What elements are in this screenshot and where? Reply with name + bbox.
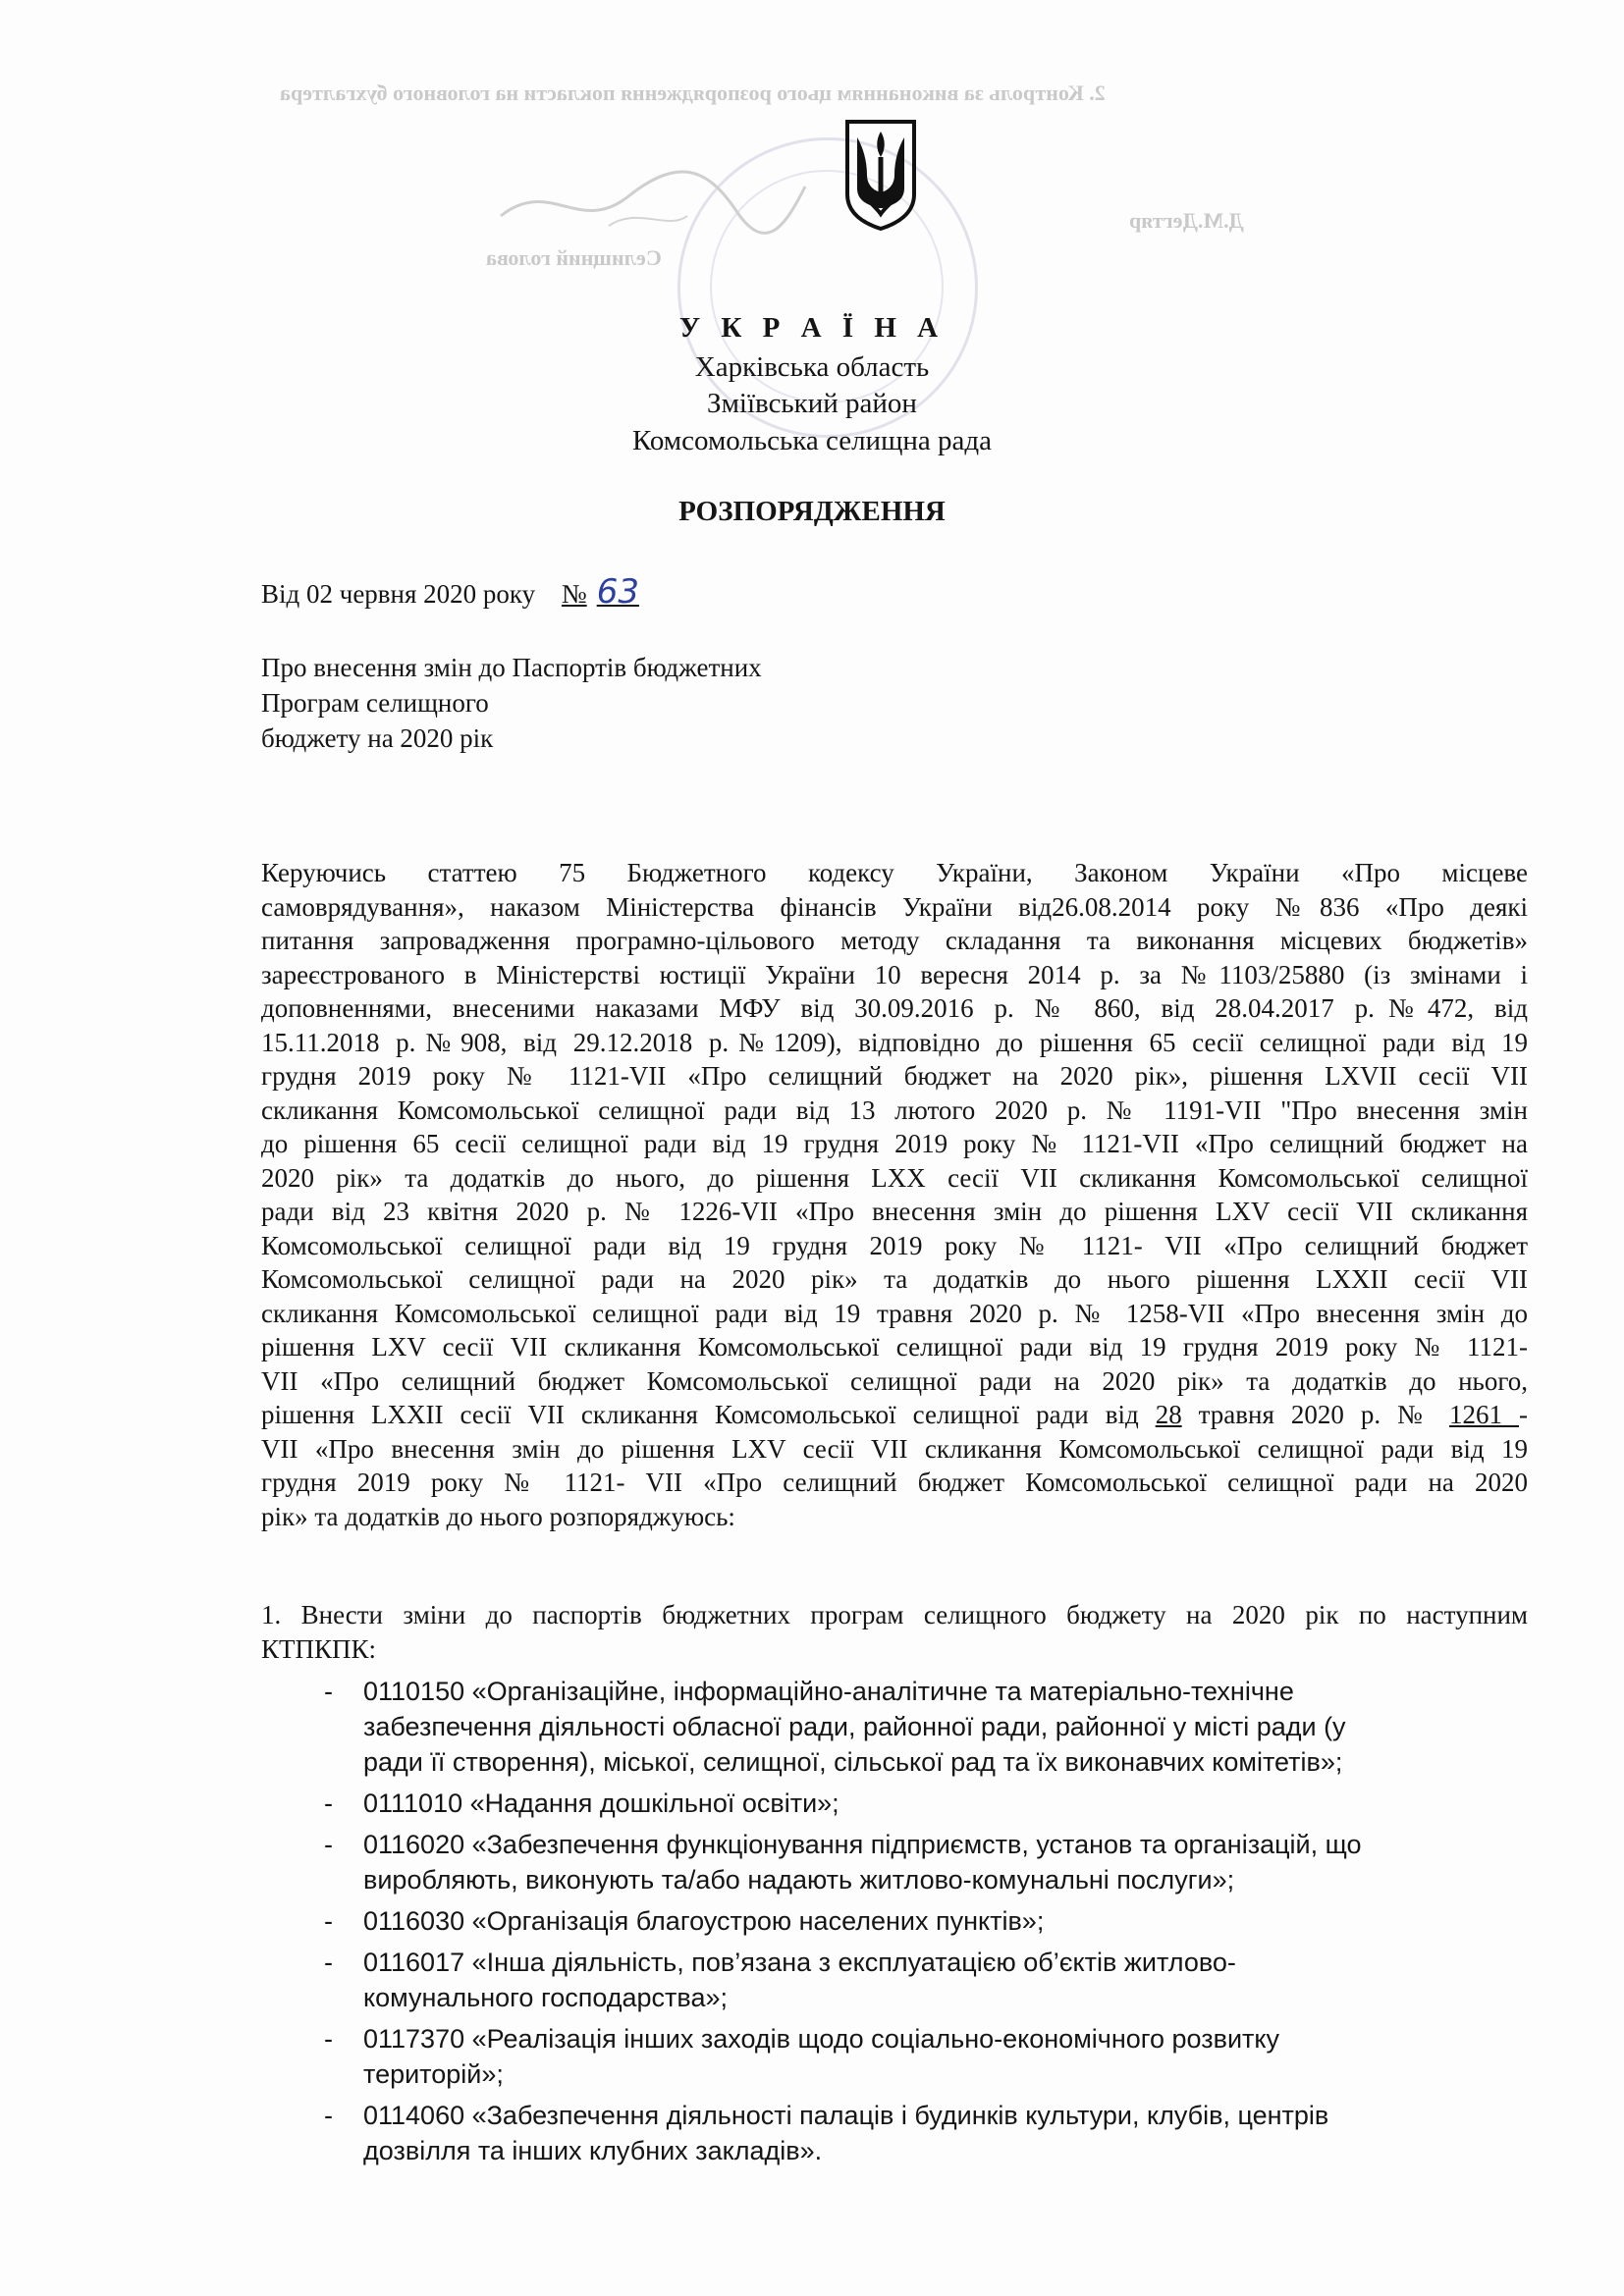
district-name: Зміївський район [707,388,917,419]
paragraph-line: доповненнями, внесеними наказами МФУ від 30.09.2016 р. № 860, від 28.04.2017 р.№472, від [261,993,1528,1023]
list-item-text [363,1674,1502,1780]
list-item-line: територій»; [363,2059,504,2089]
underlined-decision-number: 1261 [1449,1400,1519,1429]
subject-line: Про внесення змін до Паспортів бюджетних [261,653,762,682]
region-name: Харківська область [694,351,930,383]
coat-of-arms-icon [843,118,918,232]
document-type-title: РОЗПОРЯДЖЕННЯ [678,496,946,527]
list-item-line: дозвілля та інших клубних закладів». [363,2136,823,2165]
paragraph-line: до рішення 65 сесії селищної ради від 19 грудня 2019 року № 1121-VII «Про селищний бюджет на [261,1129,1528,1158]
paragraph-line: рішення LXV сесії VII скликання Комсомольської селищної ради від 19 грудня 2019 року № 1121- [261,1332,1528,1362]
paragraph-line: VII «Про внесення змін до рішення LXV сесії VII скликання Комсомольської селищної ради від 19 [261,1433,1528,1464]
subject-line: бюджету на 2020 рік [261,723,494,753]
paragraph-line: 2020 рік» та додатків до нього, до рішення LXX сесії VII скликання Комсомольської селищної [261,1162,1528,1193]
list-item-text [363,1827,1502,1897]
document-subject [261,650,948,756]
underlined-date-day: 28 [1155,1400,1182,1429]
country-title: У К Р А Ї Н А [678,312,946,344]
list-item-line: 0116017 «Інша діяльність, пов’язана з експлуатацією об’єктів житлово- [363,1948,1236,1977]
subject-line: Програм селищного [261,688,489,718]
list-item-text [363,1786,1502,1821]
list-item-text [363,1945,1502,2015]
paragraph-line: Комсомольської селищної ради на 2020 рік» та додатків до нього рішення LXXII сесії VII [261,1264,1528,1294]
preamble-paragraph [261,856,1528,1533]
list-item-line: комунального господарства»; [363,1983,728,2012]
paragraph-line: самоврядування», наказом Міністерства фінансів України від26.08.2014 року №836 «Про деякі [261,891,1528,922]
list-item-line: 0114060 «Забезпечення діяльності палаців і будинків культури, клубів, центрів [363,2101,1329,2130]
program-code-list [324,1674,1502,2174]
paragraph-line: скликання Комсомольської селищної ради від 13 лютого 2020 р. № 1191-VII "Про внесення змін [261,1095,1528,1125]
list-item [324,1674,1502,1780]
list-item-line: виробляють, виконують та/або надають житлово-комунальні послуги»; [363,1865,1235,1895]
list-item-line: 0110150 «Організаційне, інформаційно-аналітичне та матеріально-технічне [363,1677,1294,1706]
bleed-through-text: 2. Контроль за виконанням цього розпорядження покласти на головного бухгалтера [280,80,1106,105]
list-item-text [363,2021,1502,2092]
list-dash: - [324,2024,333,2054]
list-item [324,1945,1502,2015]
handwritten-number: 63 [596,572,639,612]
list-item [324,2098,1502,2168]
list-item-line: забезпечення діяльності обласної ради, районної ради, районної у місті ради (у [363,1712,1346,1741]
list-item-line: 0116020 «Забезпечення функціонування підприємств, установ та організацій, що [363,1830,1362,1859]
list-item-line: 0117370 «Реалізація інших заходів щодо соціально-економічного розвитку [363,2024,1280,2054]
signature-bleed-through [491,157,815,245]
paragraph-line: грудня 2019 року № 1121-VII «Про селищний бюджет на 2020 рік», рішення LXVII сесії VII [261,1061,1528,1091]
list-dash: - [324,1830,333,1859]
list-dash: - [324,2101,333,2130]
bleed-through-text: Д.М.Дегтяр [1129,208,1244,233]
bleed-through-text: Селищний голова [486,245,662,270]
list-dash: - [324,1789,333,1818]
paragraph-line: скликання Комсомольської селищної ради від 19 травня 2020 р. № 1258-VII «Про внесення змін до [261,1298,1528,1328]
list-dash: - [324,1948,333,1977]
council-name: Комсомольська селищна рада [631,425,993,456]
list-item [324,1903,1502,1939]
paragraph-line: зареєстрованого в Міністерстві юстиції України 10 вересня 2014 р. за №1103/25880 (із змінами і [261,959,1528,989]
list-item [324,1827,1502,1897]
paragraph-line: ради від 23 квітня 2020 р. № 1226-VII «Про внесення змін до рішення LXV сесії VII скликання [261,1197,1528,1226]
paragraph-line: грудня 2019 року № 1121- VII «Про селищний бюджет Комсомольської селищної ради на 2020 [261,1468,1528,1497]
paragraph-line: рік» та додатків до нього розпоряджуюсь: [261,1501,735,1531]
document-date: Від 02 червня 2020 року [261,579,536,609]
paragraph-line: питання запровадження програмно-цільового методу складання та виконання місцевих бюджетів» [261,926,1528,955]
paragraph-line: Керуючись статтею 75 Бюджетного кодексу України, Законом України «Про місцеве [261,858,1528,887]
paragraph-line: КТПКПК: [261,1633,377,1664]
list-item-line: 0111010 «Надання дошкільної освіти»; [363,1789,839,1818]
paragraph-line: VII «Про селищний бюджет Комсомольської селищної ради на 2020 рік» та додатків до нього, [261,1365,1528,1396]
list-item-text [363,1903,1502,1939]
paragraph-line: 15.11.2018 р.№908, від 29.12.2018 р.№1209), відповідно до рішення 65 сесії селищної ради від 19 [261,1027,1528,1057]
list-item-text [363,2098,1502,2168]
list-item-line: 0116030 «Організація благоустрою населених пунктів»; [363,1906,1045,1936]
number-label: № 63 [561,572,639,612]
date-line [261,572,639,612]
list-item [324,1786,1502,1821]
list-item-line: ради її створення), міської, селищної, сільської рад та їх виконавчих комітетів»; [363,1747,1343,1777]
paragraph-line: рішення LXXII сесії VII скликання Комсомольської селищної ради від 28 травня 2020 р. № 1261 - [261,1400,1528,1429]
list-dash: - [324,1677,333,1706]
paragraph-line: 1. Внести зміни до паспортів бюджетних програм селищного бюджету на 2020 рік по наступним [261,1600,1528,1629]
list-item [324,2021,1502,2092]
list-dash: - [324,1906,333,1936]
paragraph-line: Комсомольської селищної ради від 19 грудня 2019 року № 1121- VII «Про селищний бюджет [261,1230,1528,1260]
point-1-paragraph [261,1598,1528,1666]
